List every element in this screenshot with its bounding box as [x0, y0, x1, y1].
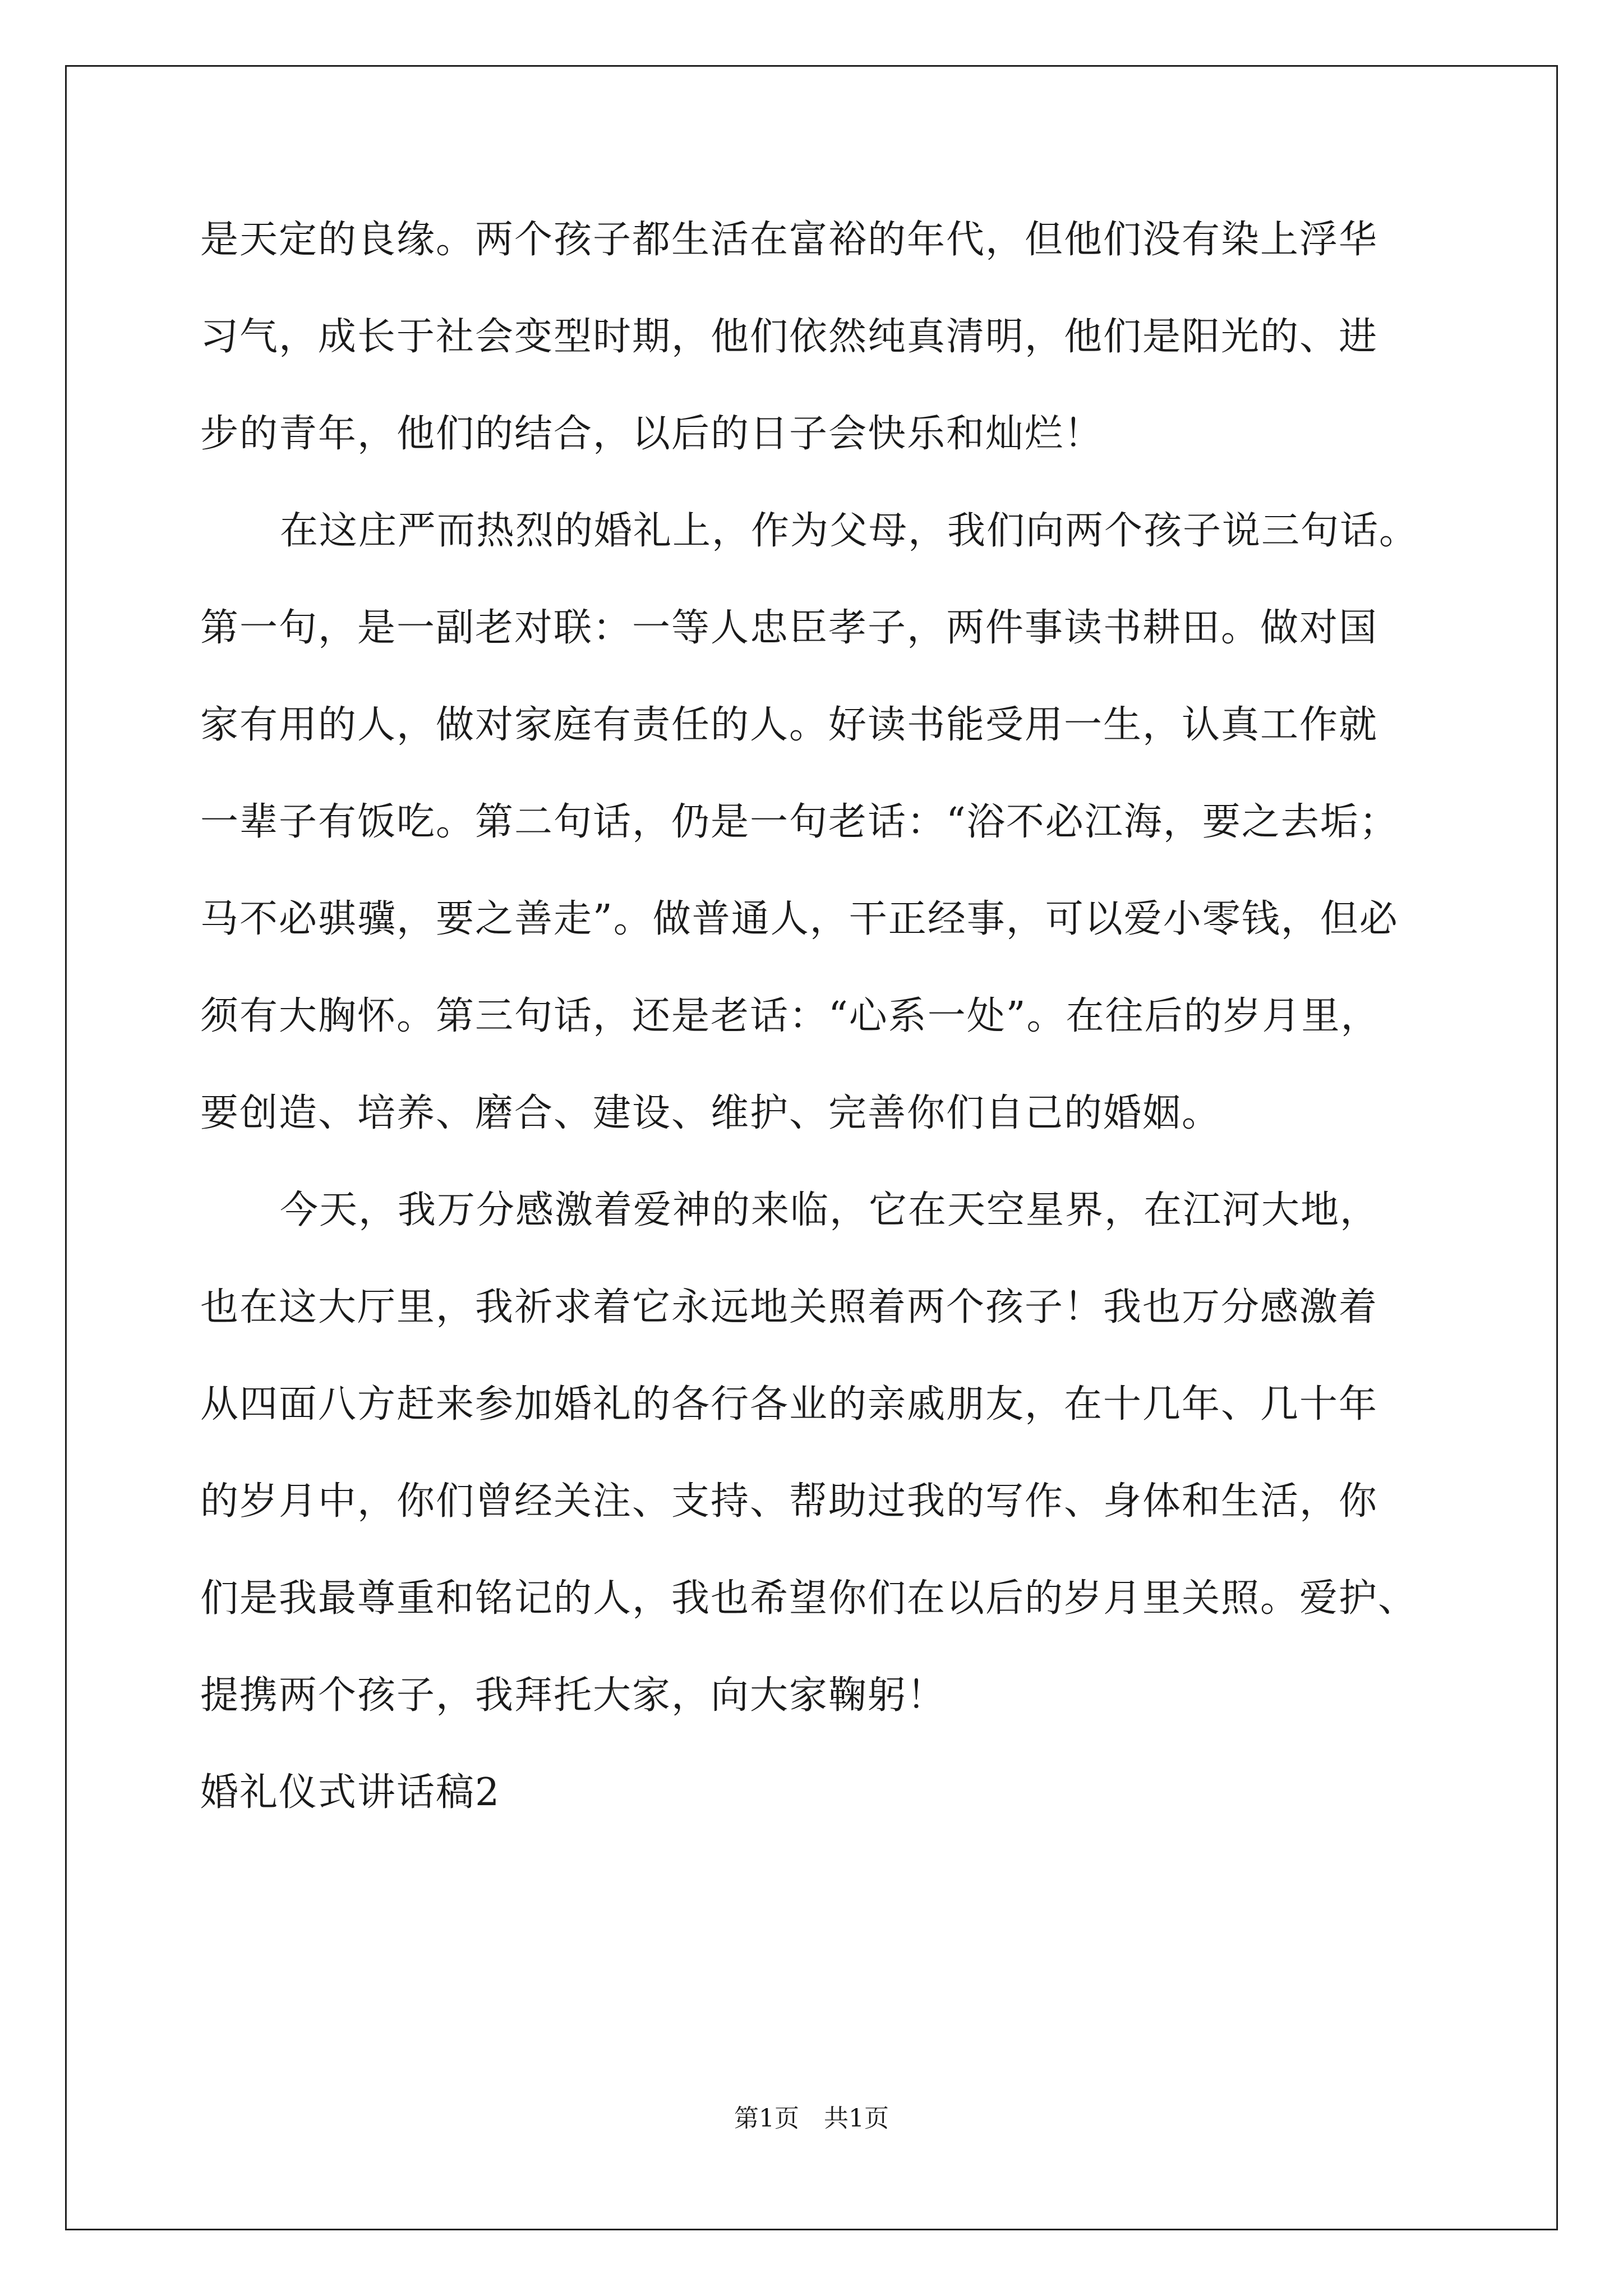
paragraph-3 [200, 1184, 1442, 1766]
text-line: 第一句，是一副老对联：一等人忠臣孝子，两件事读书耕田。做对国 [200, 606, 1378, 650]
text-line: 们是我最尊重和铭记的人，我也希望你们在以后的岁月里关照。爱护、 [200, 1576, 1418, 1621]
document-body [200, 213, 1442, 1863]
page-number-footer: 第1页 共1页 [734, 2104, 889, 2133]
paragraph-1 [200, 213, 1442, 504]
section-heading: 婚礼仪式讲话稿2 [200, 1770, 501, 1815]
text-line: 从四面八方赶来参加婚礼的各行各业的亲戚朋友，在十几年、几十年 [200, 1382, 1378, 1427]
text-line: 也在这大厅里，我祈求着它永远地关照着两个孩子！我也万分感激着 [200, 1285, 1378, 1329]
text-line: 须有大胸怀。第三句话，还是老话：“心系一处”。在往后的岁月里， [200, 994, 1380, 1038]
text-line: 在这庄严而热烈的婚礼上，作为父母，我们向两个孩子说三句话。 [280, 509, 1419, 553]
text-line: 提携两个孩子，我拜托大家，向大家鞠躬！ [200, 1673, 947, 1718]
text-line: 是天定的良缘。两个孩子都生活在富裕的年代，但他们没有染上浮华 [200, 218, 1378, 262]
text-line: 家有用的人，做对家庭有责任的人。好读书能受用一生，认真工作就 [200, 703, 1378, 747]
text-line: 要创造、培养、磨合、建设、维护、完善你们自己的婚姻。 [200, 1091, 1221, 1135]
paragraph-2 [200, 504, 1442, 1184]
text-line: 习气，成长于社会变型时期，他们依然纯真清明，他们是阳光的、进 [200, 315, 1378, 359]
text-line: 马不必骐骥，要之善走”。做普通人，干正经事，可以爱小零钱，但必 [200, 897, 1399, 941]
text-line: 的岁月中，你们曾经关注、支持、帮助过我的写作、身体和生活，你 [200, 1479, 1378, 1524]
text-line: 步的青年，他们的结合，以后的日子会快乐和灿烂！ [200, 412, 1104, 456]
text-line: 今天，我万分感激着爱神的来临，它在天空星界，在江河大地， [280, 1188, 1380, 1232]
text-line: 一辈子有饭吃。第二句话，仍是一句老话：“浴不必江海，要之去垢； [200, 800, 1399, 844]
